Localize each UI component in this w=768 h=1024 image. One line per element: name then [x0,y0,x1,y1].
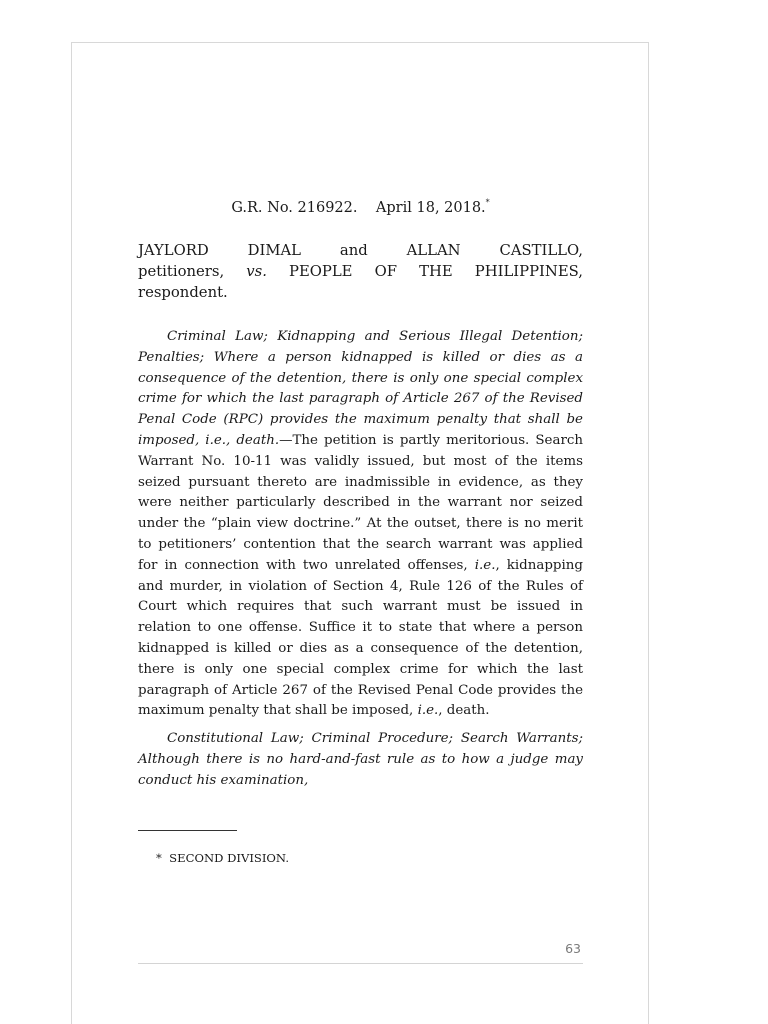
party-word: and [339,242,368,259]
parties-line-1 [138,240,583,261]
parties-line-2 [138,261,583,282]
decision-date: April 18, 2018. [375,200,486,216]
case-parties [138,240,583,303]
party-word: ALLAN [406,242,461,259]
party-word: JAYLORD [138,242,209,259]
syllabus-text: , kidnapping and murder, in violation of Section 4, Rule 126 of the Rules of Court which requires that such warrant must be issued in relation to one offense. Suffice it to state that where a person kidnapped is killed or dies as a consequence of the detention, there is only one special complex crime for which the last paragraph of Article 267 of the Revised Penal Code provides the maximum penalty that shall be imposed, [138,557,583,719]
party-word: PEOPLE [289,263,353,280]
party-word: PHILIPPINES, [474,263,583,280]
footnote [156,851,289,865]
syllabus-heading-2: Constitutional Law; Criminal Procedure; Search Warrants; Although there is no hard-and-fast rule as to how a judge may conduct his examination, [138,731,583,788]
party-word: CASTILLO, [499,242,583,259]
footnote-reference: * [485,198,490,207]
footnote-mark: * [156,851,162,865]
syllabus-ie: i.e. [417,703,439,719]
document-page [71,42,649,1024]
syllabus-text: , death. [438,703,490,719]
gr-number: G.R. No. 216922. [231,200,358,216]
syllabus-heading-1: Criminal Law; Kidnapping and Serious Illegal Detention; Penalties; Where a person kidnapped is killed or dies as a consequence of the detention, there is only one special complex crime for which the last paragraph of Article 267 of the Revised Penal Code (RPC) provides the maximum penalty that shall be imposed, i.e., death. [138,329,583,448]
versus-label: vs. [246,263,267,280]
syllabus [138,327,583,792]
syllabus-paragraph-1 [138,327,583,722]
page-number: 63 [565,941,581,956]
party-word: OF [374,263,397,280]
page-bottom-rule [138,963,583,964]
respondent-label: respondent. [138,284,228,301]
footnote-text: SECOND DIVISION. [169,851,290,865]
petitioners-label: petitioners, [138,263,225,280]
footnote-divider [138,830,237,831]
syllabus-paragraph-2 [138,729,583,791]
party-word: THE [419,263,453,280]
syllabus-text: —The petition is partly meritorious. Search Warrant No. 10-11 was validly issued, but most of the items seized pursuant thereto are inadmissible in evidence, as they were neither particularly described in the warrant nor seized under the “plain view doctrine.” At the outset, there is no merit to petitioners’ contention that the search warrant was applied for in connection with two unrelated offenses, [138,432,583,573]
case-header [138,200,583,216]
party-word: DIMAL [247,242,302,259]
syllabus-ie: i.e. [474,557,496,573]
